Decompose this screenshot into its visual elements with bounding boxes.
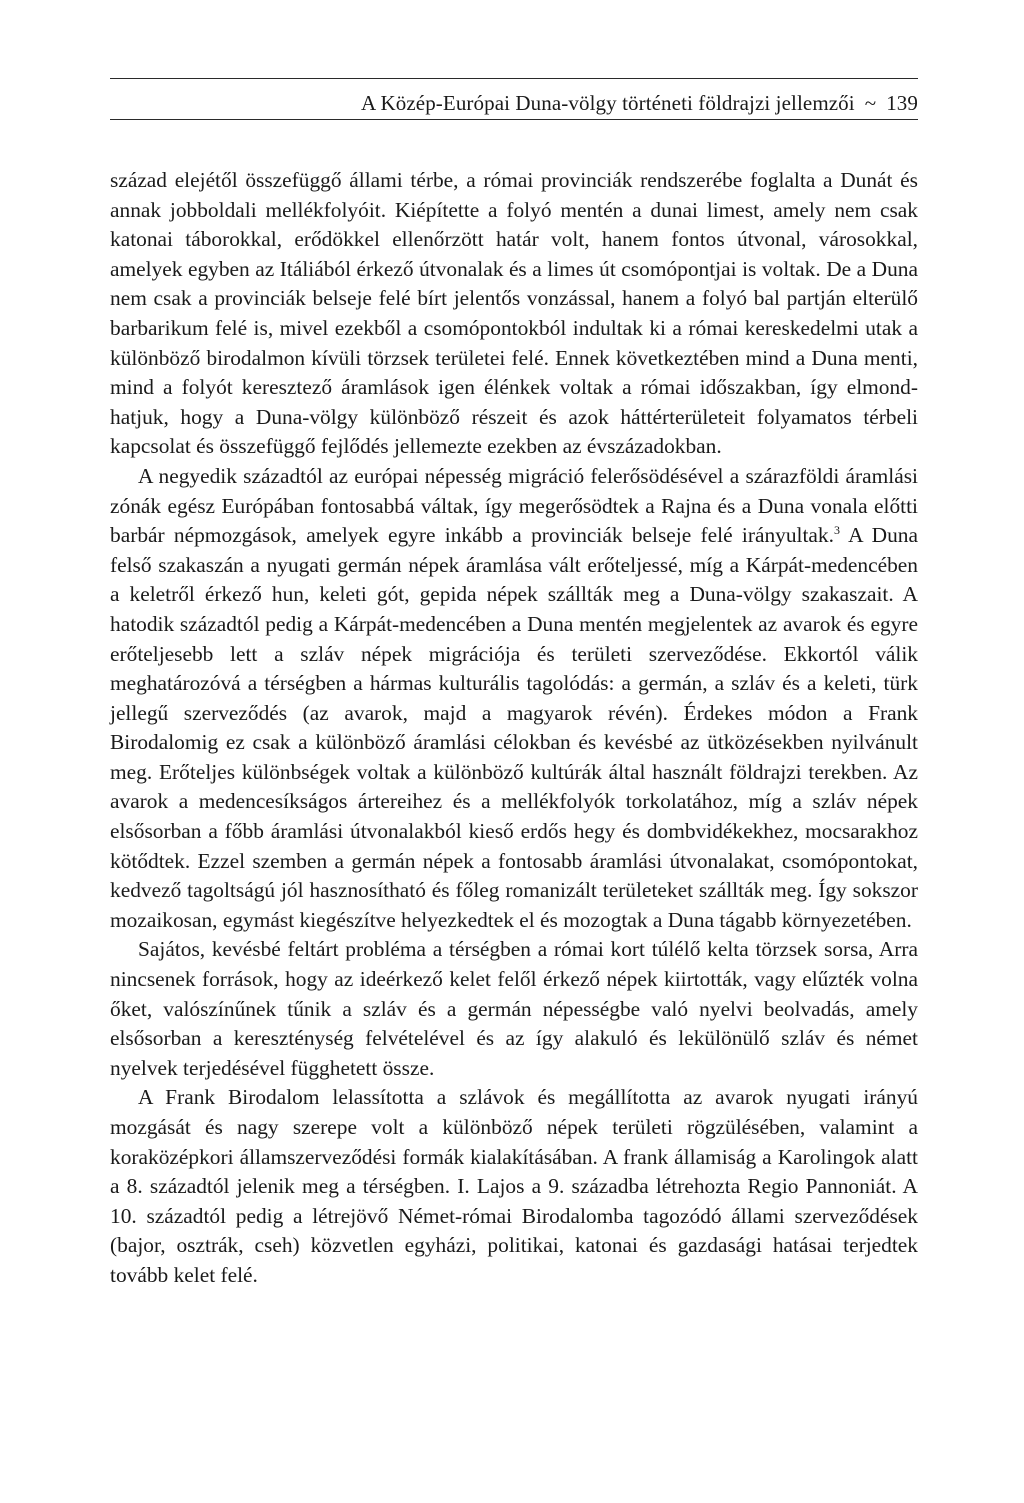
paragraph-2-text-after: A Duna felső szakaszán a nyugati germán népek áramlása vált erőteljessé, míg a Kárpát-medencében a keletről érkező hun, keleti gót, gepida népek szállták meg a Duna-völgy szakaszait. A hatodik századtól pedig a Kárpát-medencében a Duna mentén megjelentek az avarok és egyre erőteljesebb lett a szláv népek migrációja és területi szerveződése. Ekkortól válik meghatározóvá a térségben a hármas kulturális tagolódás: a germán, a szláv és a keleti, türk jellegű szerveződés (az avarok, majd a magyarok révén). Érdekes módon a Frank Birodalomig ez csak a különböző áramlási célokban és kevésbé az ütközésekben nyilvánult meg. Erőteljes különbségek voltak a különböző kultúrák által használt földrajzi terekben. Az avarok a medencesíkságos ártereihez és a mellékfolyók torkolatához, míg a szláv népek elsősorban a főbb áramlási útvonalakból kieső erdős hegy és dombvidékekhez, mocsarakhoz kötődtek. Ezzel szemben a germán népek a fontosabb áramlási útvonalakat, csomópontokat, kedvező tagoltságú jól hasznosítható és főleg romanizált területeket szállták meg. Így sokszor mozaikosan, egymást kiegészítve helyezkedtek el és mozogtak a Duna tágabb környezetében.: [110, 523, 918, 932]
running-title: A Közép-Európai Duna-völgy történeti földrajzi jellemzői: [361, 91, 855, 115]
header-line: [361, 90, 918, 116]
paragraph-1: század elejétől összefüggő állami térbe, a római provinciák rendszerébe foglalta a Dunát és annak jobboldali mellékfolyóit. Kiépítette a folyó mentén a dunai limest, amely nem csak katonai táborokkal, erődökkel ellenőrzött határ volt, hanem fontos útvonal, városokkal, amelyek egyben az Itáliából érkező útvonalak és a limes út csomópontjai is voltak. De a Duna nem csak a provinciák belseje felé bírt jelentős vonzással, hanem a folyó bal partján elterülő barbarikum felé is, mivel ezekből a csomópontokból indultak ki a római kereskedelmi utak a különböző birodalmon kívüli törzsek területei felé. Ennek következtében mind a Duna menti, mind a folyót keresztező áramlások igen élénkek voltak a római időszakban, így elmondhatjuk, hogy a Duna-völgy különböző részeit és azok háttérterületeit folyamatos térbeli kapcsolat és összefüggő fejlődés jellemezte ezekben az évszázadokban.: [110, 168, 918, 459]
paragraph-2-text-before: A negyedik századtól az európai népesség migráció felerősödésével a szárazföldi áramlási zónák egész Európában fontosabbá váltak, így megerősödtek a Rajna és a Duna vonala előtti barbár népmozgások, amelyek egyre inkább a provinciák belseje felé irányultak.: [110, 463, 918, 548]
page-number: 139: [886, 91, 918, 115]
paragraph-4: A Frank Birodalom lelassította a szlávok és megállította az avarok nyugati irányú mozgását és nagy szerepe volt a különböző népek területi rögzülésében, valamint a koraközépkori államszerveződési formák kialakításában. A frank államiság a Karolingok alatt a 8. századtól jelenik meg a térségben. I. Lajos a 9. századba létrehozta Regio Pannoniát. A 10. századtól pedig a létrejövő Német-római Birodalomba tagozódó állami szerveződések (bajor, osztrák, cseh) közvetlen egyházi, politikai, katonai és gazdasági hatásai terjedtek tovább kelet felé.: [110, 1085, 918, 1287]
paragraph-2: [110, 462, 918, 936]
body-text: [110, 166, 918, 1291]
header-rule-top: [110, 78, 918, 79]
paragraph-3: Sajátos, kevésbé feltárt probléma a térségben a római kort túlélő kelta törzsek sorsa, Arra nincsenek források, hogy az ideérkező kelet felől érkező népek kiirtották, vagy elűzték volna őket, valószínűnek tűnik a szláv és a germán népességbe való nyelvi beolvadás, amely elsősorban a kereszténység felvételével és az így alakuló és lekülönülő szláv és német nyelvek terjedésével függhetett össze.: [110, 937, 918, 1080]
header-separator: ~: [864, 91, 877, 115]
header-rule-bottom: [110, 119, 918, 120]
running-header: [110, 72, 918, 124]
footnote-marker: 3: [833, 523, 840, 538]
